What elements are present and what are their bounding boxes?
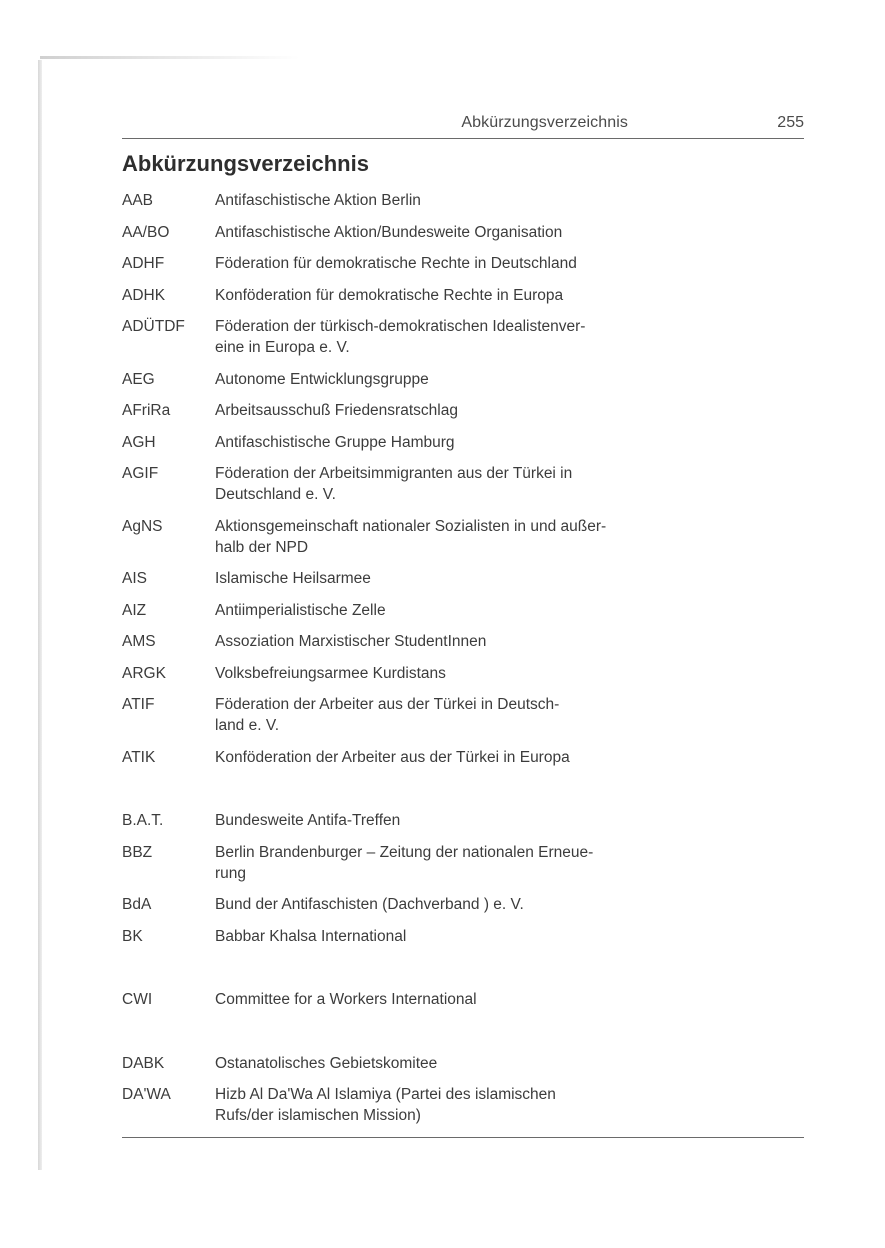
- abbreviation-expansion: Konföderation der Arbeiter aus der Türkei in Europa: [215, 748, 570, 766]
- abbreviation-expansion: Bund der Antifaschisten (Dachverband ) e. V.: [215, 896, 524, 913]
- abbreviation: AFriRa: [122, 402, 171, 419]
- group-separator: [122, 778, 632, 810]
- abbreviation: AGIF: [122, 465, 159, 482]
- abbreviation: AIS: [122, 570, 147, 587]
- abbreviation-entry: [122, 1053, 632, 1074]
- running-header: [122, 112, 804, 139]
- abbreviation-expansion: Föderation der türkisch-demokratischen Idealistenver- eine in Europa e. V.: [215, 318, 586, 356]
- abbreviation-expansion: Berlin Brandenburger – Zeitung der nationalen Erneue- rung: [215, 843, 594, 882]
- section-title: Abkürzungsverzeichnis: [122, 151, 369, 176]
- abbreviation-expansion: Antifaschistische Aktion Berlin: [215, 192, 421, 209]
- abbreviation-expansion: Konföderation für demokratische Rechte in Europa: [215, 286, 564, 304]
- abbreviation: AgNS: [122, 517, 163, 535]
- abbreviation-entry: [122, 316, 632, 358]
- abbreviation: AGH: [122, 433, 156, 451]
- abbreviation-expansion: Autonome Entwicklungsgruppe: [215, 370, 429, 388]
- abbreviation-expansion: Aktionsgemeinschaft nationaler Sozialisten in und außer- halb der NPD: [215, 517, 607, 556]
- abbreviation-entry: [122, 694, 632, 736]
- abbreviation-entry: [122, 810, 632, 831]
- abbreviation-entry: [122, 663, 632, 684]
- group-separator: [122, 957, 632, 989]
- abbreviation: AMS: [122, 633, 156, 650]
- abbreviation: ARGK: [122, 664, 166, 682]
- abbreviation: BBZ: [122, 843, 153, 861]
- abbreviation-expansion: Antiimperialistische Zelle: [215, 601, 386, 619]
- abbreviation-entry: [122, 631, 632, 652]
- abbreviation: BdA: [122, 896, 152, 913]
- page-number: 255: [777, 114, 804, 131]
- abbreviation: DA'WA: [122, 1086, 171, 1103]
- scan-page-edge: [38, 60, 42, 1170]
- abbreviation: ADÜTDF: [122, 318, 185, 335]
- abbreviation-entry: [122, 400, 632, 421]
- abbreviation-entry: [122, 989, 632, 1010]
- abbreviation-entry: [122, 432, 632, 453]
- abbreviation-list: [122, 190, 632, 1137]
- abbreviation: AEG: [122, 370, 155, 388]
- abbreviation-expansion: Föderation für demokratische Rechte in Deutschland: [215, 255, 577, 272]
- abbreviation: B.A.T.: [122, 812, 164, 829]
- scan-page-corner: [40, 56, 300, 59]
- abbreviation-entry: [122, 747, 632, 768]
- abbreviation-expansion: Föderation der Arbeiter aus der Türkei in Deutsch- land e. V.: [215, 696, 560, 734]
- running-title: Abkürzungsverzeichnis: [461, 114, 628, 131]
- abbreviation-expansion: Islamische Heilsarmee: [215, 570, 371, 587]
- abbreviation-entry: [122, 600, 632, 621]
- abbreviation-entry: [122, 190, 632, 211]
- abbreviation: ATIF: [122, 696, 155, 713]
- abbreviation-entry: [122, 222, 632, 243]
- group-separator: [122, 1021, 632, 1053]
- abbreviation-expansion: Ostanatolisches Gebietskomitee: [215, 1054, 438, 1072]
- abbreviation-entry: [122, 1084, 632, 1126]
- abbreviation: ATIK: [122, 748, 156, 766]
- abbreviation: DABK: [122, 1054, 165, 1072]
- abbreviation-expansion: Antifaschistische Gruppe Hamburg: [215, 433, 455, 451]
- abbreviation: AAB: [122, 192, 154, 209]
- abbreviation-entry: [122, 253, 632, 274]
- abbreviation-expansion: Bundesweite Antifa-Treffen: [215, 812, 401, 829]
- abbreviation-entry: [122, 568, 632, 589]
- abbreviation-expansion: Föderation der Arbeitsimmigranten aus der Türkei in Deutschland e. V.: [215, 465, 573, 503]
- abbreviation-expansion: Antifaschistische Aktion/Bundesweite Organisation: [215, 223, 563, 241]
- abbreviation: ADHF: [122, 255, 165, 272]
- abbreviation-expansion: Arbeitsausschuß Friedensratschlag: [215, 402, 458, 419]
- abbreviation-entry: [122, 842, 632, 884]
- abbreviation-expansion: Babbar Khalsa International: [215, 927, 407, 945]
- abbreviation-entry: [122, 369, 632, 390]
- abbreviation-expansion: Committee for a Workers International: [215, 991, 477, 1008]
- abbreviation: ADHK: [122, 286, 166, 304]
- abbreviation-entry: [122, 926, 632, 947]
- abbreviation: CWI: [122, 991, 153, 1008]
- abbreviation-expansion: Volksbefreiungsarmee Kurdistans: [215, 664, 446, 682]
- abbreviation-entry: [122, 516, 632, 558]
- abbreviation: BK: [122, 927, 143, 945]
- abbreviation-entry: [122, 894, 632, 915]
- abbreviation-entry: [122, 463, 632, 505]
- abbreviation-entry: [122, 285, 632, 306]
- abbreviation: AIZ: [122, 601, 147, 619]
- abbreviation-expansion: Assoziation Marxistischer StudentInnen: [215, 633, 487, 650]
- abbreviation-expansion: Hizb Al Da'Wa Al Islamiya (Partei des islamischen Rufs/der islamischen Mission): [215, 1086, 556, 1124]
- abbreviation: AA/BO: [122, 223, 170, 241]
- footer-rule: [122, 1137, 804, 1138]
